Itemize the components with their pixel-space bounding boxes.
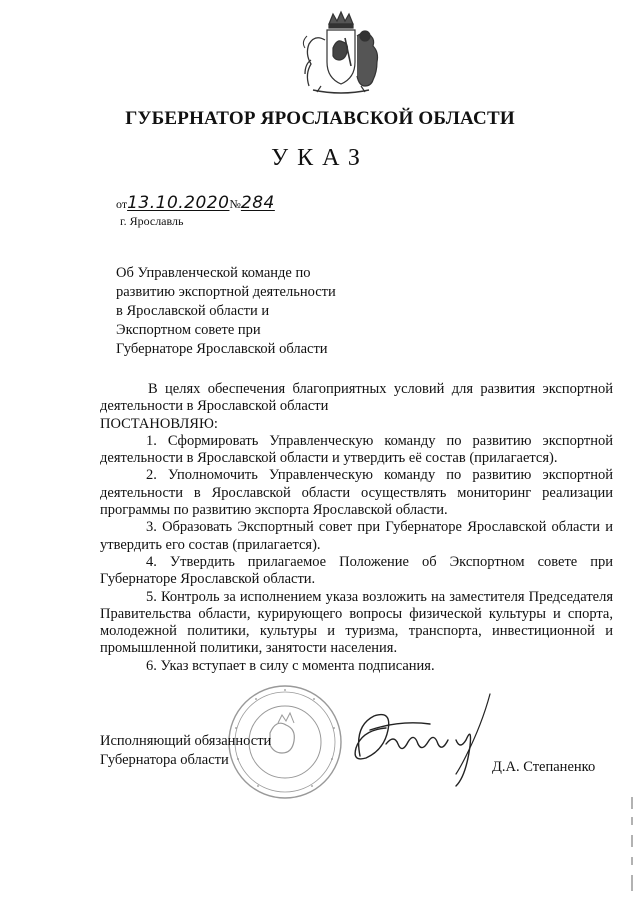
number-prefix: № <box>229 197 241 211</box>
document-body <box>100 381 613 675</box>
organization-title: ГУБЕРНАТОР ЯРОСЛАВСКОЙ ОБЛАСТИ <box>125 108 515 129</box>
place-of-issue: г. Ярославль <box>120 214 184 228</box>
decree-item: 6. Указ вступает в силу с момента подписания. <box>146 657 435 674</box>
document-date: 13.10.2020 <box>127 193 230 213</box>
decree-item: 4. Утвердить прилагаемое Положение об Экспортном совете при Губернаторе Ярославской области. <box>100 553 613 588</box>
subject-line: развитию экспортной деятельности <box>116 284 336 300</box>
document-number: 284 <box>240 193 275 213</box>
decree-item: 5. Контроль за исполнением указа возложить на заместителя Председателя Правительства области, курирующего вопросы физической культуры и спорта, молодежной политики, культуры и туризма, транспорта, инвестиционной и промышленной политики, занятости населения. <box>100 588 613 657</box>
document-subject <box>116 264 416 359</box>
scan-edge-mark <box>628 795 636 895</box>
decree-item: 1. Сформировать Управленческую команду по развитию экспортной деятельности в Ярославской области и утвердить её состав (прилагается). <box>100 432 613 467</box>
preamble: В целях обеспечения благоприятных условий для развития экспортной деятельности в Ярославской области <box>100 381 613 415</box>
subject-line: Губернаторе Ярославской области <box>116 341 328 357</box>
subject-line: Об Управленческой команде по <box>116 265 311 281</box>
signatory-position <box>100 732 271 770</box>
document-type: УКАЗ <box>271 145 369 171</box>
signatory-name: Д.А. Степаненко <box>492 759 596 775</box>
date-number-line <box>116 193 275 213</box>
position-line: Губернатора области <box>100 752 229 768</box>
handwritten-signature-icon <box>340 690 500 790</box>
decree-item: 3. Образовать Экспортный совет при Губернаторе Ярославской области и утвердить его состав (прилагается). <box>100 519 613 553</box>
coat-of-arms-icon <box>291 10 391 96</box>
subject-line: в Ярославской области и <box>116 303 270 319</box>
subject-line: Экспортном совете при <box>116 322 261 338</box>
decree-word: ПОСТАНОВЛЯЮ: <box>100 415 218 432</box>
position-line: Исполняющий обязанности <box>100 733 272 749</box>
date-prefix: от <box>116 197 128 211</box>
decree-item: 2. Уполномочить Управленческую команду по развитию экспортной деятельности в Ярославской области осуществлять мониторинг реализации программы по развитию экспорта Ярославской области. <box>100 467 613 519</box>
